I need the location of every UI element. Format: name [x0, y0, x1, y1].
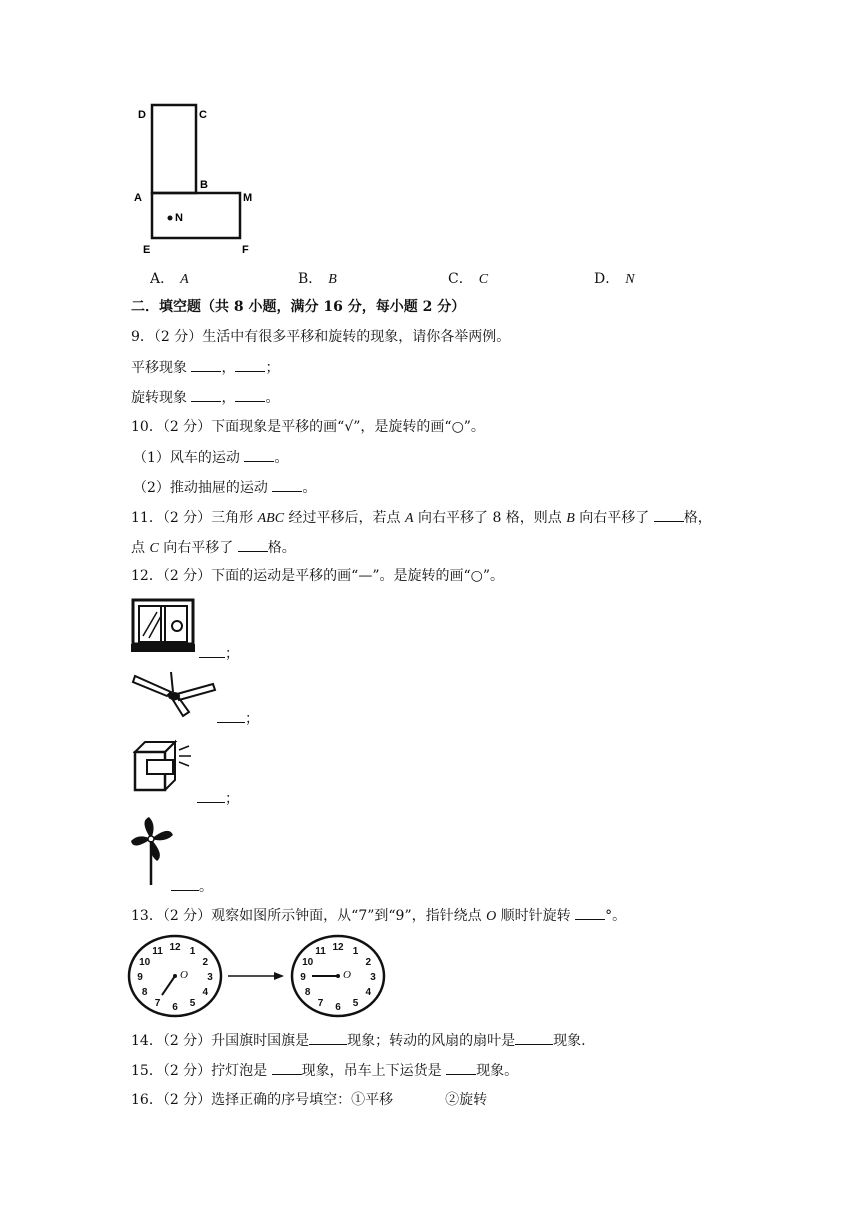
answer-blank[interactable] [191, 357, 221, 372]
q11-text: 格。 [267, 540, 296, 556]
q16-text: 16．（2 分）选择正确的序号填空：①平移 [131, 1092, 394, 1108]
clock-number: 11 [315, 946, 326, 958]
label-e: E [143, 244, 151, 256]
clock-number: 3 [207, 972, 213, 983]
point-n-dot [168, 216, 173, 221]
option-value: B [328, 272, 337, 287]
clock-before [129, 936, 221, 1016]
answer-blank[interactable] [654, 507, 684, 522]
answer-blank[interactable] [217, 708, 245, 723]
option-letter: C． [448, 271, 473, 287]
clock-after [292, 936, 384, 1016]
q9-stem: 9．（2 分）生活中有很多平移和旋转的现象，请你各举两例。 [131, 329, 511, 345]
clock-number: 6 [335, 1002, 341, 1013]
clock-center-label: O [180, 969, 188, 981]
q9-translation-line [131, 357, 279, 378]
line-end: ； [225, 646, 239, 662]
label-d: D [138, 109, 146, 121]
label-n: N [175, 212, 183, 224]
option-value: C [478, 272, 489, 287]
clock-number: 1 [189, 946, 196, 958]
line-end: 。 [274, 450, 289, 466]
q15-text: 15．（2 分）拧灯泡是 [131, 1063, 272, 1079]
answer-blank[interactable] [191, 387, 221, 402]
pinwheel-icon [131, 815, 175, 887]
separator: ， [221, 390, 236, 406]
q16-option-2: ②旋转 [445, 1092, 488, 1108]
clock-number: 5 [352, 997, 359, 1009]
option-letter: A． [150, 271, 175, 287]
option-a[interactable] [150, 268, 189, 288]
q11-text: 向右平移了 8 格，则点 [413, 510, 567, 526]
q13-text: 顺时针旋转 [496, 908, 576, 924]
clock-number: 4 [202, 987, 209, 998]
q13-stem [131, 905, 626, 927]
clock-number: 7 [154, 997, 161, 1009]
wide-rectangle [152, 193, 240, 238]
q12-answer-3 [197, 788, 239, 808]
clock-center [336, 974, 340, 978]
clock-center [173, 974, 177, 978]
clock-number: 7 [317, 997, 324, 1009]
q11-text: 向右平移了 [574, 510, 654, 526]
answer-blank[interactable] [272, 477, 302, 492]
clock-number: 2 [365, 957, 372, 968]
q15-text: 现象。 [476, 1063, 519, 1079]
q11-text: 向右平移了 [158, 540, 238, 556]
q14-text: 现象；转动的风扇的扇叶是 [347, 1033, 516, 1049]
clock-number: 9 [300, 972, 306, 983]
option-value: N [625, 272, 635, 287]
ceiling-fan-icon [131, 670, 217, 720]
clock-number: 3 [370, 972, 376, 983]
q11-point-c: C [149, 541, 159, 556]
option-c[interactable] [448, 268, 488, 288]
label-a: A [134, 192, 142, 204]
q9-line2-prefix: 旋转现象 [131, 390, 192, 406]
label-m: M [243, 192, 253, 204]
line-end: ； [225, 791, 239, 807]
option-letter: B． [298, 271, 323, 287]
clock-number: 1 [352, 946, 359, 958]
q11-line2 [131, 537, 296, 559]
q10-item1 [133, 447, 288, 468]
line-end: 。 [199, 879, 213, 895]
q12-answer-4 [171, 876, 213, 896]
section-title: 二．填空题（共 8 小题，满分 16 分，每小题 2 分） [131, 299, 466, 315]
geometry-figure [130, 100, 260, 260]
answer-blank[interactable] [199, 643, 225, 658]
answer-blank[interactable] [575, 905, 605, 920]
q14-text: 现象. [553, 1033, 586, 1049]
clock-number: 9 [137, 972, 143, 983]
clock-number: 4 [365, 987, 372, 998]
option-b[interactable] [298, 268, 337, 288]
answer-blank[interactable] [515, 1030, 553, 1045]
sliding-window-icon [131, 598, 195, 654]
clock-number: 8 [141, 987, 148, 998]
q10-item2-text: （2）推动抽屉的运动 [133, 480, 273, 496]
answer-blank[interactable] [197, 788, 225, 803]
answer-blank[interactable] [235, 387, 265, 402]
answer-blank[interactable] [272, 1060, 302, 1075]
clock-number: 12 [332, 942, 344, 953]
q11-abc: ABC [257, 511, 285, 526]
q11-text: 经过平移后，若点 [284, 510, 405, 526]
clock-number: 2 [202, 957, 209, 968]
clock-number: 6 [172, 1002, 178, 1013]
q15-text: 现象，吊车上下运货是 [301, 1063, 447, 1079]
q14-line [131, 1030, 586, 1051]
label-c: C [199, 109, 207, 121]
q12-stem: 12．（2 分）下面的运动是平移的画“—”。是旋转的画“○”。 [131, 568, 505, 584]
clock-number: 8 [304, 987, 311, 998]
label-f: F [242, 244, 249, 256]
clock-hand [162, 976, 175, 995]
answer-blank[interactable] [446, 1060, 476, 1075]
q10-item1-text: （1）风车的运动 [133, 450, 245, 466]
q16-line [131, 1090, 487, 1110]
drawer-cabinet-icon [131, 738, 197, 794]
answer-blank[interactable] [238, 537, 268, 552]
option-value: A [180, 272, 189, 287]
q11-text: 11．（2 分）三角形 [131, 510, 258, 526]
option-letter: D． [594, 271, 620, 287]
q11-point-a: A [404, 511, 414, 526]
clock-number: 5 [189, 997, 196, 1009]
arrow-head-icon [274, 972, 284, 980]
q9-line1-prefix: 平移现象 [131, 360, 192, 376]
q10-item2 [133, 477, 316, 498]
clock-number: 12 [169, 942, 181, 953]
q11-text: 点 [131, 540, 150, 556]
q10-stem: 10．（2 分）下面现象是平移的画“√”，是旋转的画“○”。 [131, 419, 485, 435]
clock-number: 11 [152, 946, 163, 958]
label-b: B [200, 179, 208, 191]
clock-figure [128, 934, 388, 1020]
option-d[interactable] [594, 268, 635, 288]
q13-text: °。 [605, 908, 627, 924]
answer-blank[interactable] [309, 1030, 347, 1045]
line-end: ； [245, 711, 259, 727]
answer-blank[interactable] [171, 876, 199, 891]
clock-number: 10 [302, 957, 314, 968]
q13-text: 13．（2 分）观察如图所示钟面，从“7”到“9”，指针绕点 [131, 908, 487, 924]
q13-point-o: O [486, 909, 497, 924]
q11-line1 [131, 507, 712, 529]
q11-text: 格， [683, 510, 712, 526]
tall-rectangle [152, 105, 196, 193]
line-end: 。 [302, 480, 317, 496]
answer-blank[interactable] [244, 447, 274, 462]
answer-blank[interactable] [235, 357, 265, 372]
q12-answer-2 [217, 708, 259, 728]
line-end: 。 [265, 390, 280, 406]
q12-answer-1 [199, 643, 239, 663]
q9-rotation-line [131, 387, 279, 408]
clock-center-label: O [343, 969, 351, 981]
q15-line [131, 1060, 518, 1081]
clock-number: 10 [139, 957, 151, 968]
q11-point-b: B [566, 511, 575, 526]
q14-text: 14．（2 分）升国旗时国旗是 [131, 1033, 310, 1049]
separator: ， [221, 360, 236, 376]
line-end: ； [265, 360, 280, 376]
